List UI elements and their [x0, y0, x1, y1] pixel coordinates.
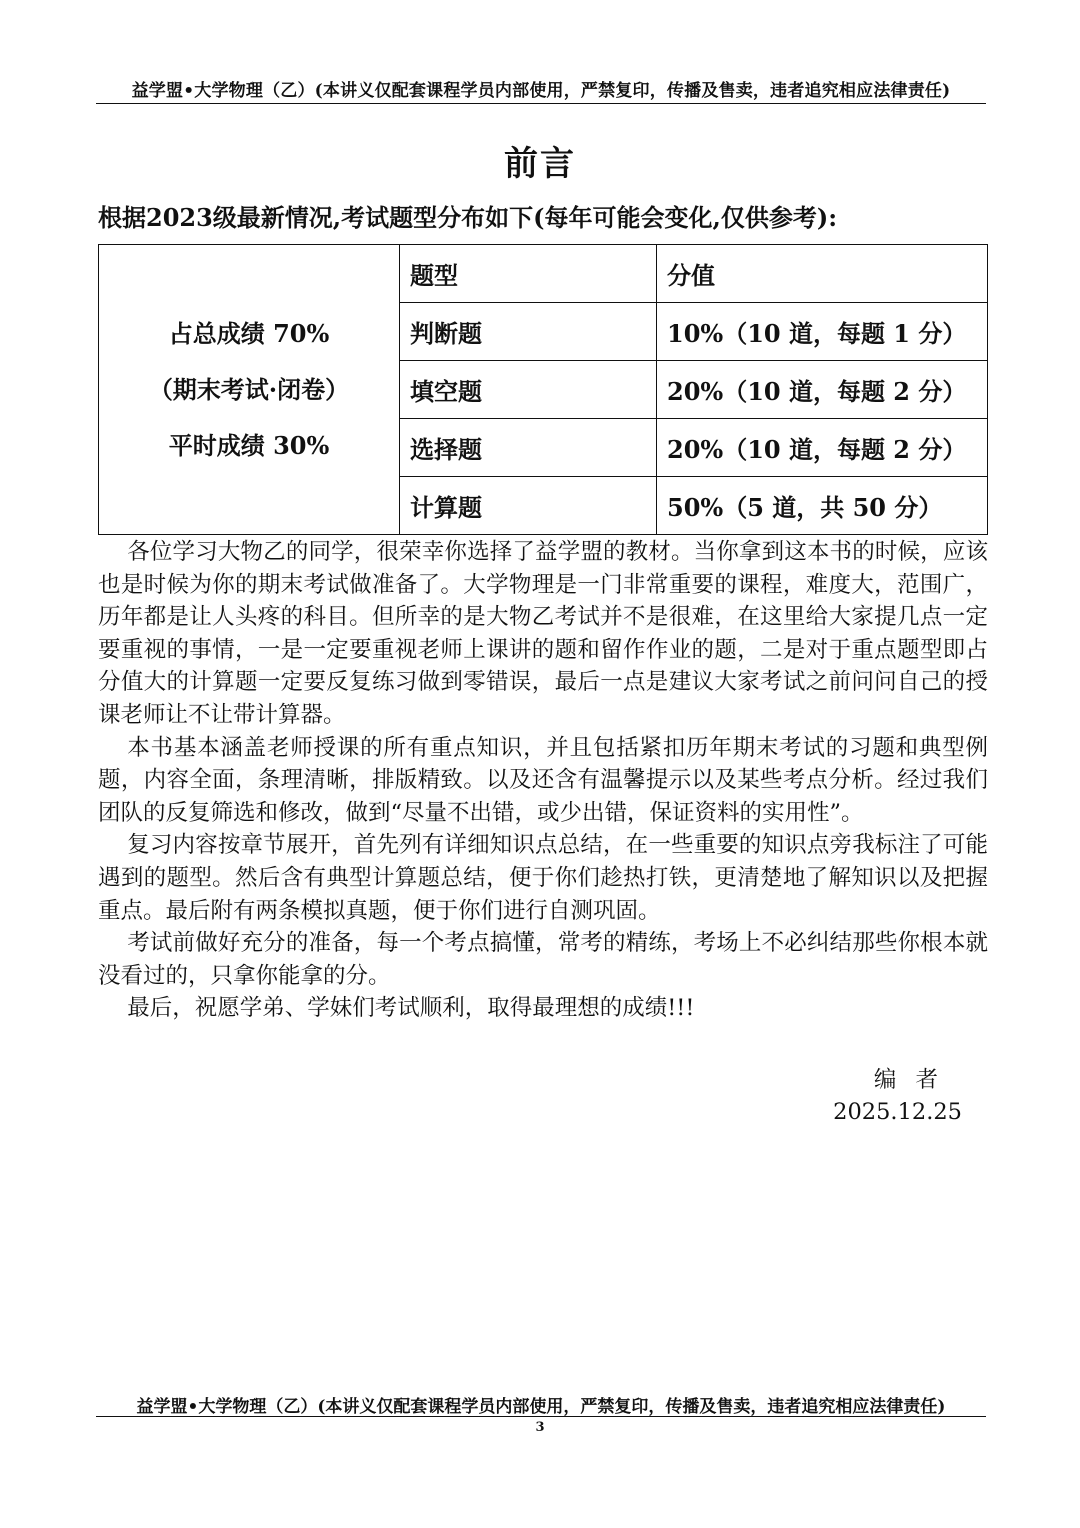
signature-block — [833, 1064, 962, 1128]
paragraph: 复习内容按章节展开，首先列有详细知识点总结，在一些重要的知识点旁我标注了可能遇到的题型。然后含有典型计算题总结，便于你们趁热打铁，更清楚地了解知识以及把握重点。最后附有两条模拟真题，便于你们进行自测巩固。 — [98, 832, 988, 924]
column-header-type: 题型 — [400, 245, 657, 303]
signature-date: 2025.12.25 — [833, 1099, 962, 1125]
question-type: 选择题 — [400, 419, 657, 477]
regular-grade-weight: 平时成绩 30% — [168, 430, 330, 460]
final-exam-weight: 占总成绩 70% — [168, 318, 330, 348]
grade-weight-cell — [99, 245, 400, 535]
paragraph: 本书基本涵盖老师授课的所有重点知识，并且包括紧扣历年期末考试的习题和典型例题，内容全面，条理清晰，排版精致。以及还含有温馨提示以及某些考点分析。经过我们团队的反复筛选和修改，做到“尽量不出错，或少出错，保证资料的实用性”。 — [98, 734, 988, 826]
question-score: 20%（10 道，每题 2 分） — [657, 361, 988, 419]
question-score: 10%（10 道，每题 1 分） — [657, 303, 988, 361]
footer-divider — [96, 1416, 986, 1417]
author-label: 编 者 — [873, 1067, 944, 1093]
question-score: 20%（10 道，每题 2 分） — [657, 419, 988, 477]
preface-body — [98, 536, 988, 1025]
paragraph: 最后，祝愿学弟、学妹们考试顺利，取得最理想的成绩!!! — [127, 995, 695, 1022]
page-title: 前言 — [504, 144, 576, 184]
question-type: 填空题 — [400, 361, 657, 419]
exam-intro: 根据2023级最新情况,考试题型分布如下(每年可能会变化,仅供参考): — [98, 203, 838, 232]
paragraph: 各位学习大物乙的同学，很荣幸你选择了益学盟的教材。当你拿到这本书的时候，应该也是时候为你的期末考试做准备了。大学物理是一门非常重要的课程，难度大，范围广，历年都是让人头疼的科目。但所幸的是大物乙考试并不是很难，在这里给大家提几点一定要重视的事情，一是一定要重视老师上课讲的题和留作作业的题，二是对于重点题型即占分值大的计算题一定要反复练习做到零错误，最后一点是建议大家考试之前问问自己的授课老师让不让带计算器。 — [98, 539, 988, 728]
final-exam-note: （期末考试·闭卷） — [148, 374, 350, 404]
table-header-row — [99, 245, 988, 303]
column-header-score: 分值 — [657, 245, 988, 303]
paragraph: 考试前做好充分的准备，每一个考点搞懂，常考的精练，考场上不必纠结那些你根本就没看过的，只拿你能拿的分。 — [98, 930, 988, 989]
running-footer: 益学盟•大学物理（乙）(本讲义仅配套课程学员内部使用，严禁复印，传播及售卖，违者追究相应法律责任) — [136, 1397, 946, 1417]
exam-distribution-table — [98, 244, 988, 535]
page-number: 3 — [535, 1420, 545, 1435]
running-header: 益学盟•大学物理（乙）(本讲义仅配套课程学员内部使用，严禁复印，传播及售卖，违者追究相应法律责任) — [131, 81, 951, 101]
question-type: 判断题 — [400, 303, 657, 361]
question-type: 计算题 — [400, 477, 657, 535]
header-divider — [96, 103, 986, 104]
question-score: 50%（5 道，共 50 分） — [657, 477, 988, 535]
